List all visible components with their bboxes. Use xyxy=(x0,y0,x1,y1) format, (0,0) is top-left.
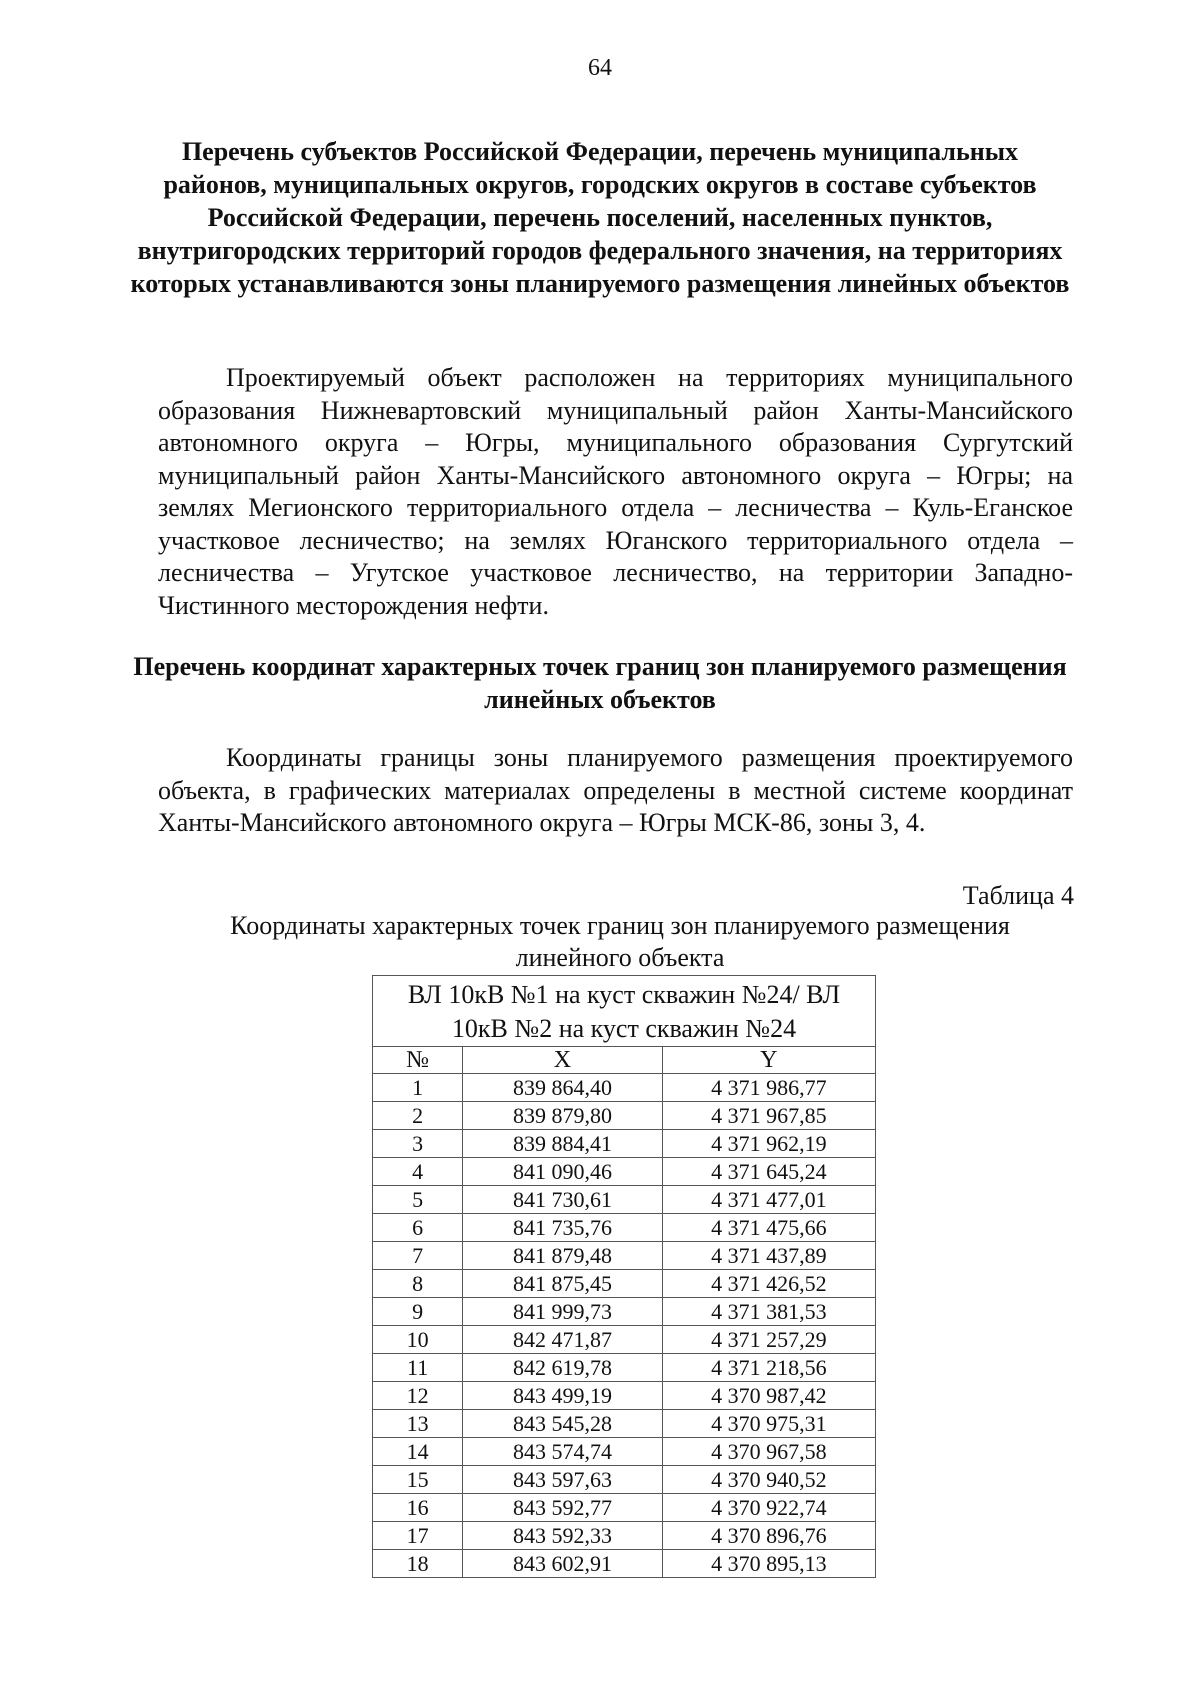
y-coordinate-cell: 4 371 257,29 xyxy=(662,1326,875,1354)
table-row xyxy=(373,1270,876,1298)
x-coordinate-cell: 843 592,33 xyxy=(463,1522,662,1550)
row-number-cell: 4 xyxy=(373,1158,463,1186)
y-coordinate-cell: 4 371 967,85 xyxy=(662,1102,875,1130)
x-coordinate-cell: 843 602,91 xyxy=(463,1550,662,1578)
x-coordinate-cell: 841 090,46 xyxy=(463,1158,662,1186)
coordinates-table xyxy=(372,975,876,1578)
row-number-cell: 5 xyxy=(373,1186,463,1214)
table-row xyxy=(373,1382,876,1410)
table-row xyxy=(373,1242,876,1270)
row-number-cell: 10 xyxy=(373,1326,463,1354)
row-number-cell: 18 xyxy=(373,1550,463,1578)
row-number-cell: 3 xyxy=(373,1130,463,1158)
page-number: 64 xyxy=(588,55,612,81)
table-caption: Координаты характерных точек границ зон планируемого размещения линейного объекта xyxy=(230,911,1010,972)
table-row xyxy=(373,1466,876,1494)
y-coordinate-cell: 4 371 218,56 xyxy=(662,1354,875,1382)
row-number-cell: 13 xyxy=(373,1410,463,1438)
paragraph-coordinate-system: Координаты границы зоны планируемого размещения проектируемого объекта, в графических материалах определены в местной системе координат Ханты-Мансийского автономного округа – Югры МСК-86, зоны 3, 4. xyxy=(158,743,1073,837)
x-coordinate-cell: 841 879,48 xyxy=(463,1242,662,1270)
x-coordinate-cell: 843 545,28 xyxy=(463,1410,662,1438)
y-coordinate-cell: 4 370 967,58 xyxy=(662,1438,875,1466)
x-coordinate-cell: 841 735,76 xyxy=(463,1214,662,1242)
y-coordinate-cell: 4 371 645,24 xyxy=(662,1158,875,1186)
table-row xyxy=(373,1158,876,1186)
y-coordinate-cell: 4 370 895,13 xyxy=(662,1550,875,1578)
y-coordinate-cell: 4 371 986,77 xyxy=(662,1074,875,1102)
table-row xyxy=(373,1494,876,1522)
table-header-row xyxy=(373,1047,876,1074)
x-coordinate-cell: 841 875,45 xyxy=(463,1270,662,1298)
row-number-cell: 7 xyxy=(373,1242,463,1270)
table-row xyxy=(373,1186,876,1214)
x-coordinate-cell: 841 999,73 xyxy=(463,1298,662,1326)
x-coordinate-cell: 839 864,40 xyxy=(463,1074,662,1102)
row-number-cell: 14 xyxy=(373,1438,463,1466)
table-row xyxy=(373,1326,876,1354)
y-coordinate-cell: 4 371 437,89 xyxy=(662,1242,875,1270)
row-number-cell: 17 xyxy=(373,1522,463,1550)
y-coordinate-cell: 4 370 922,74 xyxy=(662,1494,875,1522)
x-coordinate-cell: 843 574,74 xyxy=(463,1438,662,1466)
table-label: Таблица 4 xyxy=(962,881,1074,910)
y-coordinate-cell: 4 370 896,76 xyxy=(662,1522,875,1550)
y-coordinate-cell: 4 371 475,66 xyxy=(662,1214,875,1242)
row-number-cell: 15 xyxy=(373,1466,463,1494)
x-coordinate-cell: 843 592,77 xyxy=(463,1494,662,1522)
column-header-y: Y xyxy=(662,1047,875,1074)
table-row xyxy=(373,1130,876,1158)
x-coordinate-cell: 842 619,78 xyxy=(463,1354,662,1382)
row-number-cell: 1 xyxy=(373,1074,463,1102)
row-number-cell: 8 xyxy=(373,1270,463,1298)
row-number-cell: 2 xyxy=(373,1102,463,1130)
x-coordinate-cell: 839 879,80 xyxy=(463,1102,662,1130)
table-body xyxy=(373,1074,876,1578)
row-number-cell: 9 xyxy=(373,1298,463,1326)
x-coordinate-cell: 839 884,41 xyxy=(463,1130,662,1158)
y-coordinate-cell: 4 370 940,52 xyxy=(662,1466,875,1494)
y-coordinate-cell: 4 370 987,42 xyxy=(662,1382,875,1410)
column-header-x: X xyxy=(463,1047,662,1074)
table-row xyxy=(373,1522,876,1550)
x-coordinate-cell: 841 730,61 xyxy=(463,1186,662,1214)
x-coordinate-cell: 842 471,87 xyxy=(463,1326,662,1354)
row-number-cell: 12 xyxy=(373,1382,463,1410)
table-row xyxy=(373,1410,876,1438)
y-coordinate-cell: 4 371 477,01 xyxy=(662,1186,875,1214)
x-coordinate-cell: 843 499,19 xyxy=(463,1382,662,1410)
table-row xyxy=(373,1550,876,1578)
y-coordinate-cell: 4 371 426,52 xyxy=(662,1270,875,1298)
heading-coordinates-list: Перечень координат характерных точек границ зон планируемого размещения линейных объектов xyxy=(133,652,1067,714)
row-number-cell: 6 xyxy=(373,1214,463,1242)
heading-subjects-list: Перечень субъектов Российской Федерации, перечень муниципальных районов, муниципальных округов, городских округов в составе субъектов Российской Федерации, перечень поселений, населенных пунктов, внутригородских территорий городов федерального значения, на территориях которых устанавливаются зоны планируемого размещения линейных объектов xyxy=(130,137,1070,298)
row-number-cell: 11 xyxy=(373,1354,463,1382)
x-coordinate-cell: 843 597,63 xyxy=(463,1466,662,1494)
table-row xyxy=(373,1438,876,1466)
table-row xyxy=(373,1354,876,1382)
table-title: ВЛ 10кВ №1 на куст скважин №24/ ВЛ 10кВ №2 на куст скважин №24 xyxy=(373,976,876,1047)
y-coordinate-cell: 4 370 975,31 xyxy=(662,1410,875,1438)
row-number-cell: 16 xyxy=(373,1494,463,1522)
paragraph-object-location: Проектируемый объект расположен на территориях муниципального образования Нижневартовский муниципальный район Ханты-Мансийского автономного округа – Югры, муниципального образования Сургутский муниципальный район Ханты-Мансийского автономного округа – Югры; на землях Мегионского территориального отдела – лесничества – Куль-Еганское участковое лесничество; на землях Юганского территориального отдела – лесничества – Угутское участковое лесничество, на территории Западно-Чистинного месторождения нефти. xyxy=(158,363,1073,620)
table-row xyxy=(373,1298,876,1326)
y-coordinate-cell: 4 371 381,53 xyxy=(662,1298,875,1326)
table-row xyxy=(373,1102,876,1130)
table-row xyxy=(373,1074,876,1102)
column-header-number: № xyxy=(373,1047,463,1074)
y-coordinate-cell: 4 371 962,19 xyxy=(662,1130,875,1158)
table-row xyxy=(373,1214,876,1242)
